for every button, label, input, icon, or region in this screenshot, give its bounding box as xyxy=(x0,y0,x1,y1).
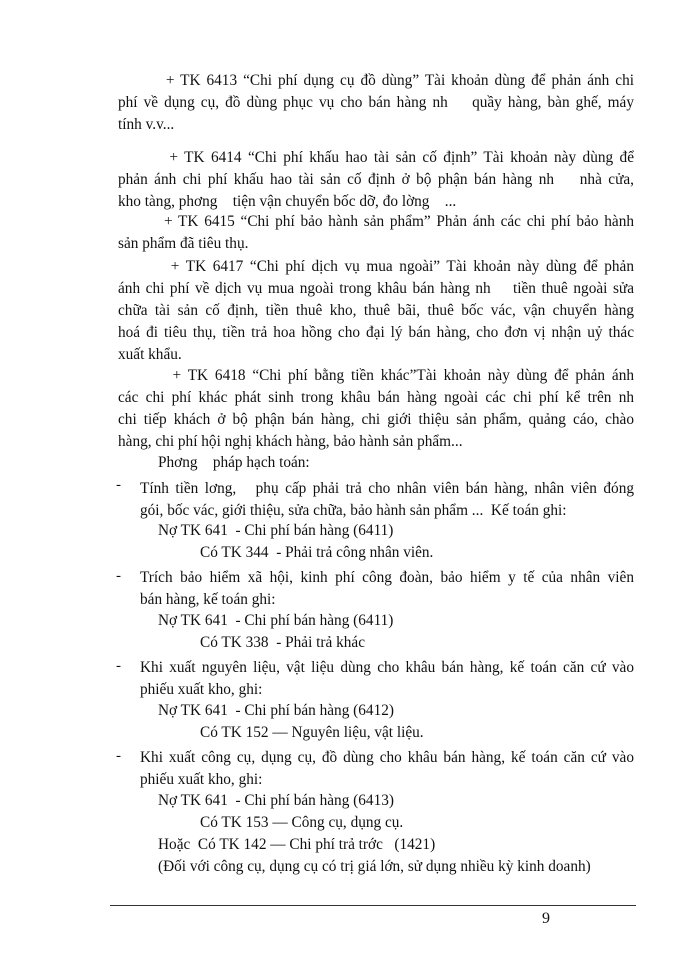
text-line: tính v.v... xyxy=(118,116,175,133)
text-line: Trích bảo hiểm xã hội, kinh phí công đoàn, bảo hiểm y tế của nhân viên xyxy=(140,569,634,586)
text-line: Tính tiền lơng, phụ cấp phải trả cho nhân viên bán hàng, nhân viên đóng xyxy=(140,480,634,497)
text-line: phiếu xuất kho, ghi: xyxy=(140,681,263,698)
text-line: + TK 6415 “Chi phí bảo hành sản phẩm” Phản ánh các chi phí bảo hành xyxy=(118,213,634,230)
text-line: gói, bốc vác, giới thiệu, sửa chữa, bảo hành sản phẩm ... Kế toán ghi: xyxy=(140,502,567,519)
text-line: + TK 6417 “Chi phí dịch vụ mua ngoài” Tài khoản này dùng để phản xyxy=(118,258,634,275)
paragraph-tk-6418 xyxy=(118,365,634,453)
footer-divider xyxy=(110,905,636,906)
page-number: 9 xyxy=(542,910,550,927)
method-heading: Phơng pháp hạch toán: xyxy=(158,454,310,471)
text-line: ánh chi phí về dịch vụ mua ngoài trong khâu bán hàng nh tiền thuê ngoài sửa xyxy=(118,280,634,297)
text-line: các chi phí khác phát sinh trong khâu bán hàng ngoài các chi phí kể trên nh xyxy=(118,389,634,406)
text-line: chữa tài sản cố định, tiền thuê kho, thuê bãi, thuê bốc vác, vận chuyển hàng xyxy=(118,302,634,319)
bullet-4-text xyxy=(140,747,634,791)
paragraph-tk-6414 xyxy=(118,147,634,213)
paragraph-tk-6417 xyxy=(118,256,634,366)
text-line: phiếu xuất kho, ghi: xyxy=(140,771,263,788)
text-line: hoá đi tiêu thụ, tiền trả hoa hồng cho đại lý bán hàng, cho đơn vị nhận uỷ thác xyxy=(118,324,634,341)
credit-entry: Có TK 152 — Nguyên liệu, vật liệu. xyxy=(200,724,424,741)
bullet-dash: - xyxy=(116,568,121,584)
credit-entry: Có TK 338 - Phải trả khác xyxy=(200,634,365,651)
bullet-dash: - xyxy=(116,748,121,764)
paragraph-tk-6413 xyxy=(118,70,634,136)
debit-entry: Nợ TK 641 - Chi phí bán hàng (6413) xyxy=(158,792,394,809)
text-line: hàng, chi phí hội nghị khách hàng, bảo hành sản phẩm... xyxy=(118,433,463,450)
text-line: chi tiếp khách ở bộ phận bán hàng, chi giới thiệu sản phẩm, quảng cáo, chào xyxy=(118,411,634,428)
alternative-credit-entry: Hoặc Có TK 142 — Chi phí trả trớc (1421) xyxy=(158,836,436,853)
bullet-dash: - xyxy=(116,477,121,493)
credit-entry: Có TK 153 — Công cụ, dụng cụ. xyxy=(200,814,404,831)
bullet-1-text xyxy=(140,478,634,522)
note-text: (Đối với công cụ, dụng cụ có trị giá lớn, sử dụng nhiều kỳ kinh doanh) xyxy=(158,858,591,875)
bullet-dash: - xyxy=(116,658,121,674)
debit-entry: Nợ TK 641 - Chi phí bán hàng (6411) xyxy=(158,522,394,539)
text-line: phản ánh chi phí khấu hao tài sản cố định ở bộ phận bán hàng nh nhà cửa, xyxy=(118,171,634,188)
text-line: Khi xuất công cụ, dụng cụ, đồ dùng cho khâu bán hàng, kế toán căn cứ vào xyxy=(140,749,634,766)
bullet-3-text xyxy=(140,657,634,701)
text-line: sản phẩm đã tiêu thụ. xyxy=(118,235,249,252)
bullet-2-text xyxy=(140,567,634,611)
debit-entry: Nợ TK 641 - Chi phí bán hàng (6412) xyxy=(158,702,394,719)
text-line: phí về dụng cụ, đồ dùng phục vụ cho bán hàng nh quầy hàng, bàn ghế, máy xyxy=(118,94,634,111)
paragraph-tk-6415 xyxy=(118,211,634,255)
debit-entry: Nợ TK 641 - Chi phí bán hàng (6411) xyxy=(158,612,394,629)
text-line: xuất khẩu. xyxy=(118,346,182,363)
text-line: + TK 6414 “Chi phí khấu hao tài sản cố định” Tài khoản này dùng để xyxy=(118,149,634,166)
credit-entry: Có TK 344 - Phải trả công nhân viên. xyxy=(200,544,434,561)
text-line: kho tàng, phơng tiện vận chuyển bốc dỡ, đo lờng ... xyxy=(118,193,457,210)
text-line: + TK 6418 “Chi phí bằng tiền khác”Tài khoản này dùng để phản ánh xyxy=(118,367,634,384)
text-line: Khi xuất nguyên liệu, vật liệu dùng cho khâu bán hàng, kế toán căn cứ vào xyxy=(140,659,634,676)
text-line: + TK 6413 “Chi phí dụng cụ đồ dùng” Tài khoản dùng để phản ánh chi xyxy=(118,72,634,89)
text-line: bán hàng, kế toán ghi: xyxy=(140,591,276,608)
